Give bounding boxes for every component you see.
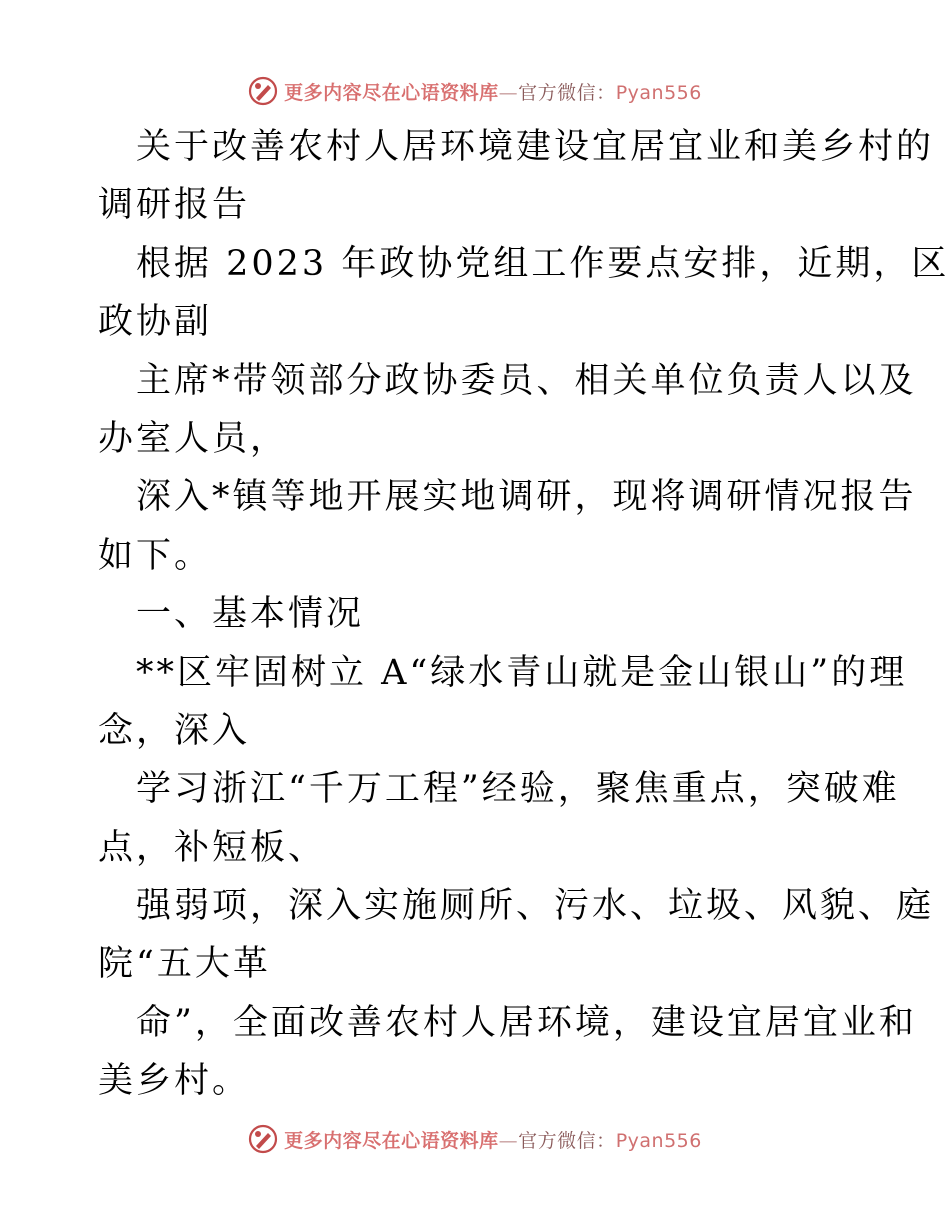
watermark-text — [284, 1126, 702, 1153]
watermark-sub: 官方微信： — [518, 81, 616, 104]
paragraph-line: **区牢固树立 A“绿水青山就是金山银山”的理 — [136, 652, 908, 693]
paragraph-line: 院“五大革 — [98, 944, 271, 985]
watermark-main: 更多内容尽在心语资料库 — [284, 1129, 499, 1152]
section-heading: 一、基本情况 — [136, 594, 365, 635]
pen-seal-icon — [248, 1124, 278, 1154]
watermark-id: Pyan556 — [615, 81, 702, 104]
watermark-main: 更多内容尽在心语资料库 — [284, 81, 499, 104]
header-watermark-banner — [0, 71, 950, 111]
paragraph-line: 念，深入 — [98, 710, 251, 751]
paragraph-line: 强弱项，深入实施厕所、污水、垃圾、风貌、庭 — [136, 886, 935, 927]
paragraph-line: 美乡村。 — [98, 1061, 251, 1102]
paragraph-line: 政协副 — [98, 302, 213, 343]
document-body — [98, 118, 950, 1111]
paragraph-line: 主席*带领部分政协委员、相关单位负责人以及 — [136, 360, 917, 401]
paragraph-line: 根据 2023 年政协党组工作要点安排，近期，区 — [136, 243, 950, 284]
watermark-text — [284, 78, 702, 105]
pen-seal-icon — [248, 76, 278, 106]
watermark-dash: — — [498, 81, 519, 104]
paragraph-line: 点，补短板、 — [98, 827, 327, 868]
paragraph-line: 命”，全面改善农村人居环境，建设宜居宜业和 — [136, 1002, 917, 1043]
title-line-1: 关于改善农村人居环境建设宜居宜业和美乡村的 — [136, 127, 935, 167]
paragraph-line: 办室人员， — [98, 418, 289, 459]
watermark-dash: — — [498, 1129, 519, 1152]
watermark-sub: 官方微信： — [518, 1129, 616, 1152]
footer-watermark-banner — [0, 1119, 950, 1159]
watermark-id: Pyan556 — [615, 1129, 702, 1152]
paragraph-line: 学习浙江“千万工程”经验，聚焦重点，突破难 — [136, 769, 900, 810]
paragraph-line: 如下。 — [98, 535, 213, 576]
title-line-2: 调研报告 — [98, 185, 251, 226]
paragraph-line: 深入*镇等地开展实地调研，现将调研情况报告 — [136, 477, 917, 518]
